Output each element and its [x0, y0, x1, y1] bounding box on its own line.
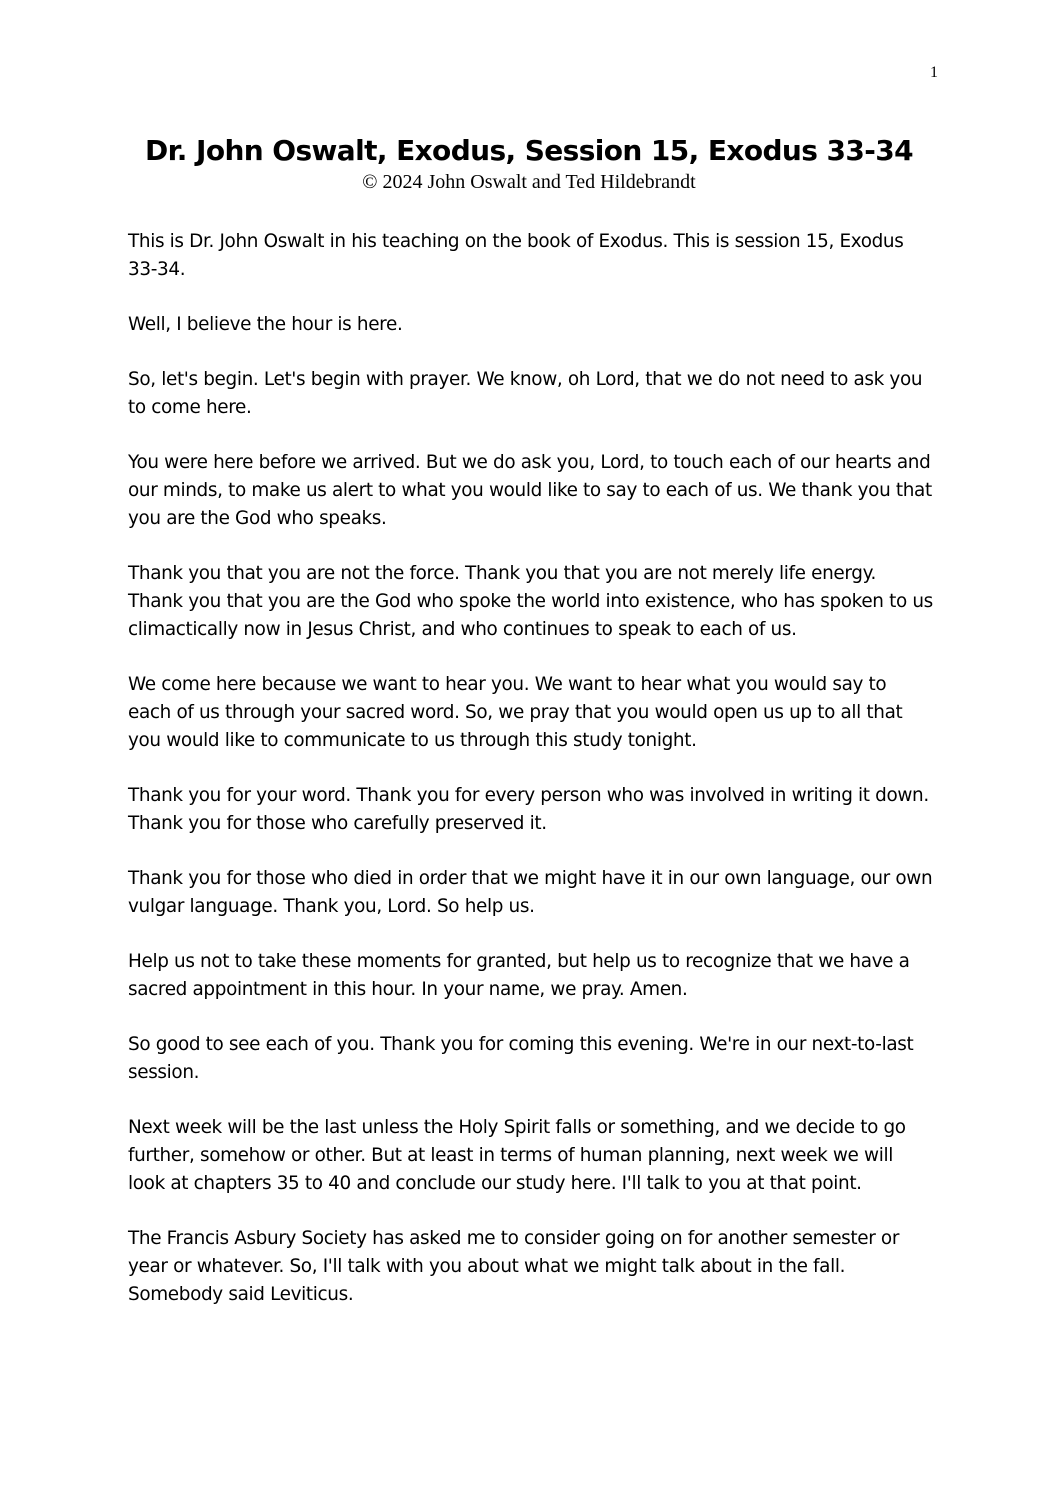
copyright-line: © 2024 John Oswalt and Ted Hildebrandt: [362, 171, 696, 193]
paragraph: Help us not to take these moments for granted, but help us to recognize that we have a sacred appointment in this hour. In your name, we pray. Amen.: [128, 951, 910, 1000]
document-body: [128, 228, 934, 1336]
paragraph: Thank you for your word. Thank you for every person who was involved in writing it down. Thank you for those who carefully preserved it.: [128, 785, 929, 834]
document-header: [0, 132, 1058, 194]
page-number: 1: [930, 64, 938, 81]
paragraph: You were here before we arrived. But we do ask you, Lord, to touch each of our hearts and our minds, to make us alert to what you would like to say to each of us. We thank you that you are the God who speaks.: [128, 452, 932, 529]
document-title: Dr. John Oswalt, Exodus, Session 15, Exodus 33-34: [144, 134, 914, 167]
paragraph: Next week will be the last unless the Holy Spirit falls or something, and we decide to go further, somehow or other. But at least in terms of human planning, next week we will look at chapters 35 to 40 and conclude our study here. I'll talk to you at that point.: [128, 1117, 906, 1194]
paragraph: We come here because we want to hear you. We want to hear what you would say to each of us through your sacred word. So, we pray that you would open us up to all that you would like to communicate to us through this study tonight.: [128, 674, 903, 751]
paragraph: So good to see each of you. Thank you for coming this evening. We're in our next-to-last session.: [128, 1034, 914, 1083]
paragraph: Thank you for those who died in order that we might have it in our own language, our own vulgar language. Thank you, Lord. So help us.: [128, 868, 933, 917]
paragraph: The Francis Asbury Society has asked me to consider going on for another semester or year or whatever. So, I'll talk with you about what we might talk about in the fall. Somebody said Leviticus.: [128, 1228, 900, 1305]
paragraph: Thank you that you are not the force. Thank you that you are not merely life energy. Thank you that you are the God who spoke the world into existence, who has spoken to us climactically now in Jesus Christ, and who continues to speak to each of us.: [128, 563, 933, 640]
paragraph: Well, I believe the hour is here.: [128, 314, 403, 335]
paragraph: So, let's begin. Let's begin with prayer. We know, oh Lord, that we do not need to ask you to come here.: [128, 369, 923, 418]
paragraph: This is Dr. John Oswalt in his teaching on the book of Exodus. This is session 15, Exodus 33-34.: [128, 231, 904, 280]
